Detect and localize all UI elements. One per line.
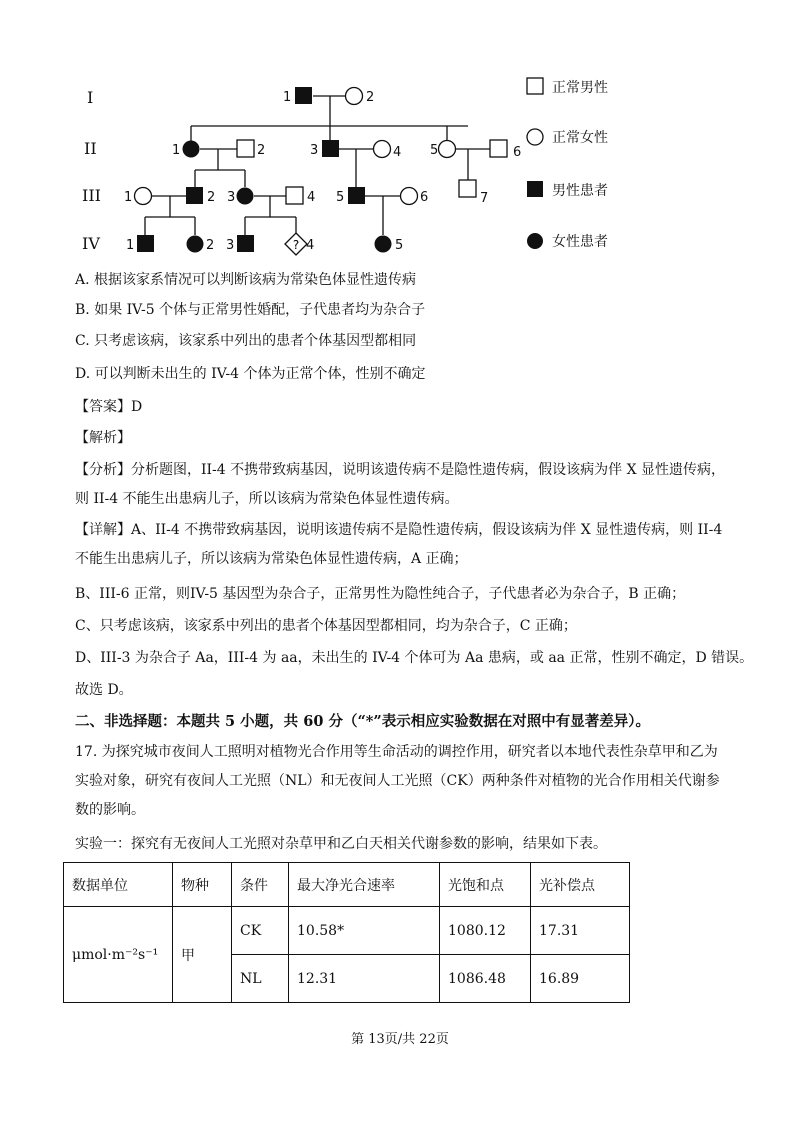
I-1-affected-male [295,87,312,104]
option-d: D. 可以判断未出生的 IV-4 个体为正常个体，性别不确定 [75,366,426,382]
compensation-cell: 17.31 [531,907,630,955]
num-II-5: 5 [430,143,439,158]
III-2-affected-male [186,187,203,204]
max-rate-cell: 12.31 [289,955,440,1003]
num-II-4: 4 [393,145,402,160]
detail-b: B、III-6 正常，则IV-5 基因型为杂合子，正常男性为隐性纯合子，子代患者必为杂合子，B 正确； [75,586,686,602]
legend-normal-male-symbol [527,78,543,94]
header-saturation: 光饱和点 [440,863,531,907]
legend-normal-male-label: 正常男性 [552,80,608,96]
II-4-normal-female [374,141,391,158]
num-II-6: 6 [513,145,522,160]
conclusion: 故选 D。 [75,682,133,698]
legend-affected-female-label: 女性患者 [552,234,608,250]
compensation-cell: 16.89 [531,955,630,1003]
num-III-2: 2 [207,190,216,205]
num-I-1: 1 [283,90,292,105]
table-row [64,907,630,955]
num-IV-4: 4 [306,238,315,253]
II-3-affected-male [322,140,339,157]
header-max-rate: 最大净光合速率 [289,863,440,907]
header-species: 物种 [173,863,232,907]
num-II-2: 2 [257,143,266,158]
legend-affected-female-symbol [527,233,543,249]
header-compensation: 光补偿点 [531,863,630,907]
saturation-cell: 1080.12 [440,907,531,955]
legend-normal-female-symbol [527,129,543,145]
analysis-paragraph: 【分析】分析题图，II-4 不携带致病基因，说明该遗传病不是隐性遗传病，假设该病为伴 X 显性遗传病，则 II-4 不能生出患病儿子，所以该病为常染色体显性遗传病。 [75,462,726,507]
option-a: A. 根据该家系情况可以判断该病为常染色体显性遗传病 [75,272,417,288]
num-IV-1: 1 [126,238,135,253]
III-3-affected-female [237,188,254,205]
header-unit: 数据单位 [64,863,173,907]
results-table [63,862,630,1003]
num-III-4: 4 [307,190,316,205]
num-III-5: 5 [336,190,345,205]
analysis-label: 【解析】 [75,430,131,446]
num-IV-3: 3 [226,238,235,253]
IV-3-affected-male [237,235,254,252]
pedigree-chart [0,0,800,275]
option-b: B. 如果 IV-5 个体与正常男性婚配，子代患者均为杂合子 [75,302,426,318]
III-1-normal-female [135,188,152,205]
unknown-mark: ? [292,238,300,252]
I-2-normal-female [346,88,363,105]
num-III-6: 6 [420,190,429,205]
III-5-affected-male [348,187,365,204]
IV-1-affected-male [137,235,154,252]
legend-affected-male-label: 男性患者 [552,183,608,199]
num-III-1: 1 [124,190,133,205]
species-cell: 甲 [173,907,232,1003]
gen-label-IV: IV [82,234,100,253]
detail-c: C、只考虑该病，该家系中列出的患者个体基因型都相同，均为杂合子，C 正确； [75,618,577,634]
num-II-7: 7 [480,191,489,206]
legend-affected-male-symbol [527,181,543,197]
condition-cell: CK [232,907,289,955]
num-IV-2: 2 [206,238,215,253]
gen-label-III: III [82,186,101,205]
detail-paragraph: 【详解】A、II-4 不携带致病基因，说明该遗传病不是隐性遗传病，假设该病为伴 X 显性遗传病，则 II-4 不能生出患病儿子，所以该病为常染色体显性遗传病，A 正确； [75,522,723,567]
unit-cell: μmol·m⁻²s⁻¹ [64,907,173,1003]
II-1-affected-female [183,141,200,158]
II-7-normal-male [459,180,476,197]
II-6-normal-male [490,140,507,157]
page-footer: 第 13页/共 22页 [351,1032,449,1047]
num-I-2: 2 [366,90,375,105]
legend-normal-female-label: 正常女性 [552,130,608,146]
gen-label-II: II [84,139,97,158]
IV-5-affected-female [375,236,392,253]
question-17: 17. 为探究城市夜间人工照明对植物光合作用等生命活动的调控作用，研究者以本地代表性杂草甲和乙为实验对象，研究有夜间人工光照（NL）和无夜间人工光照（CK）两种条件对植物的光合作用相关代谢参数的影响。 [75,744,720,818]
gen-label-I: I [87,88,94,107]
III-6-normal-female [401,188,418,205]
III-4-normal-male [286,187,303,204]
detail-d: D、III-3 为杂合子 Aa，III-4 为 aa，未出生的 IV-4 个体可为 Aa 患病，或 aa 正常，性别不确定，D 错误。 [75,650,754,666]
table-header-row [64,863,630,907]
section-title: 二、非选择题：本题共 5 小题，共 60 分（“*”表示相应实验数据在对照中有显著差异）。 [75,713,650,730]
num-II-3: 3 [310,143,319,158]
num-IV-5: 5 [395,238,404,253]
num-III-3: 3 [227,190,236,205]
max-rate-cell: 10.58* [289,907,440,955]
condition-cell: NL [232,955,289,1003]
experiment-1-intro: 实验一：探究有无夜间人工光照对杂草甲和乙白天相关代谢参数的影响，结果如下表。 [75,836,607,852]
answer: 【答案】D [75,399,143,415]
II-5-normal-female [439,141,456,158]
saturation-cell: 1086.48 [440,955,531,1003]
header-condition: 条件 [232,863,289,907]
option-c: C. 只考虑该病，该家系中列出的患者个体基因型都相同 [75,333,417,349]
num-II-1: 1 [172,143,181,158]
II-2-normal-male [237,140,254,157]
IV-2-affected-female [187,236,204,253]
